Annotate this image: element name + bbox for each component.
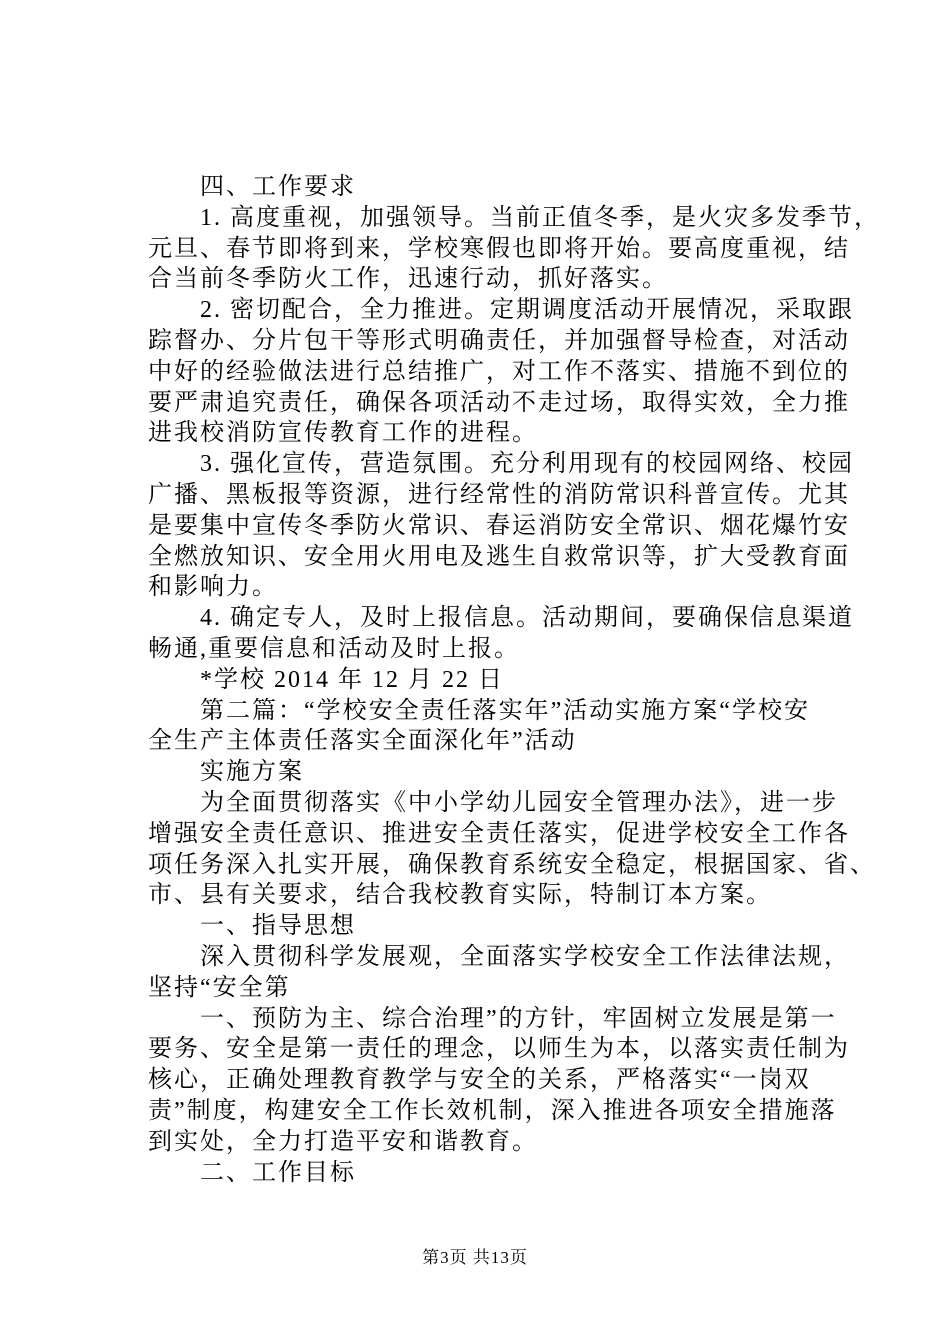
paragraph-line: 到实处，全力打造平安和谐教育。 <box>148 1128 538 1155</box>
paragraph-first-line: 为全面贯彻落实《中小学幼儿园安全管理办法》，进一步 <box>200 789 838 816</box>
paragraph-line: 全生产主体责任落实全面深化年”活动 <box>148 728 577 755</box>
paragraph-first-line: 2. 密切配合，全力推进。定期调度活动开展情况，采取跟 <box>200 297 854 324</box>
paragraph-line: 要严肃追究责任，确保各项活动不走过场，取得实效，全力推 <box>148 389 850 416</box>
paragraph-line: 市、县有关要求，结合我校教育实际，特制订本方案。 <box>148 882 772 909</box>
paragraph-line: 畅通,重要信息和活动及时上报。 <box>148 635 520 662</box>
paragraph-line: 中好的经验做法进行总结推广，对工作不落实、措施不到位的 <box>148 358 850 385</box>
paragraph-first-line: 四、工作要求 <box>200 174 356 200</box>
paragraph-first-line: 深入贯彻科学发展观，全面落实学校安全工作法律法规， <box>200 943 850 970</box>
paragraph-first-line: 4. 确定专人，及时上报信息。活动期间，要确保信息渠道 <box>200 605 854 632</box>
paragraph-line: 坚持“安全第 <box>148 974 291 1001</box>
paragraph-line: 项任务深入扎实开展，确保教育系统安全稳定，根据国家、省、 <box>148 851 876 878</box>
paragraph-first-line: 3. 强化宣传，营造氛围。充分利用现有的校园网络、校园 <box>200 451 854 478</box>
paragraph-first-line: 第二篇：“学校安全责任落实年”活动实施方案“学校安 <box>200 697 810 724</box>
paragraph-first-line: 实施方案 <box>200 759 304 786</box>
paragraph-line: 增强安全责任意识、推进安全责任落实，促进学校安全工作各 <box>148 820 850 847</box>
page-number-footer: 第3页 共13页 <box>422 1248 528 1267</box>
paragraph-line: 踪督办、分片包干等形式明确责任，并加强督导检查，对活动 <box>148 327 850 354</box>
paragraph-first-line: 二、工作目标 <box>200 1159 356 1186</box>
paragraph-line: 进我校消防宣传教育工作的进程。 <box>148 420 538 447</box>
paragraph-first-line: 一、预防为主、综合治理”的方针，牢固树立发展是第一 <box>200 1005 837 1032</box>
paragraph-first-line: 1. 高度重视，加强领导。当前正值冬季，是火灾多发季节， <box>200 204 880 231</box>
paragraph-line: 要务、安全是第一责任的理念，以师生为本，以落实责任制为 <box>148 1036 850 1063</box>
paragraph-first-line: 一、指导思想 <box>200 913 356 940</box>
document-body <box>148 172 880 1188</box>
paragraph-line: 责”制度，构建安全工作长效机制，深入推进各项安全措施落 <box>148 1097 837 1124</box>
paragraph-line: 全燃放知识、安全用火用电及逃生自救常识等，扩大受教育面 <box>148 543 850 570</box>
paragraph-line: 元旦、春节即将到来，学校寒假也即将开始。要高度重视，结 <box>148 235 850 262</box>
paragraph-first-line: *学校 2014 年 12 月 22 日 <box>200 666 504 693</box>
paragraph-line: 合当前冬季防火工作，迅速行动，抓好落实。 <box>148 266 668 293</box>
paragraph-line: 核心，正确处理教育教学与安全的关系，严格落实“一岗双 <box>148 1067 811 1094</box>
paragraph-line: 广播、黑板报等资源，进行经常性的消防常识科普宣传。尤其 <box>148 481 850 508</box>
paragraph-line: 是要集中宣传冬季防火常识、春运消防安全常识、烟花爆竹安 <box>148 512 850 539</box>
paragraph-line: 和影响力。 <box>148 574 278 601</box>
